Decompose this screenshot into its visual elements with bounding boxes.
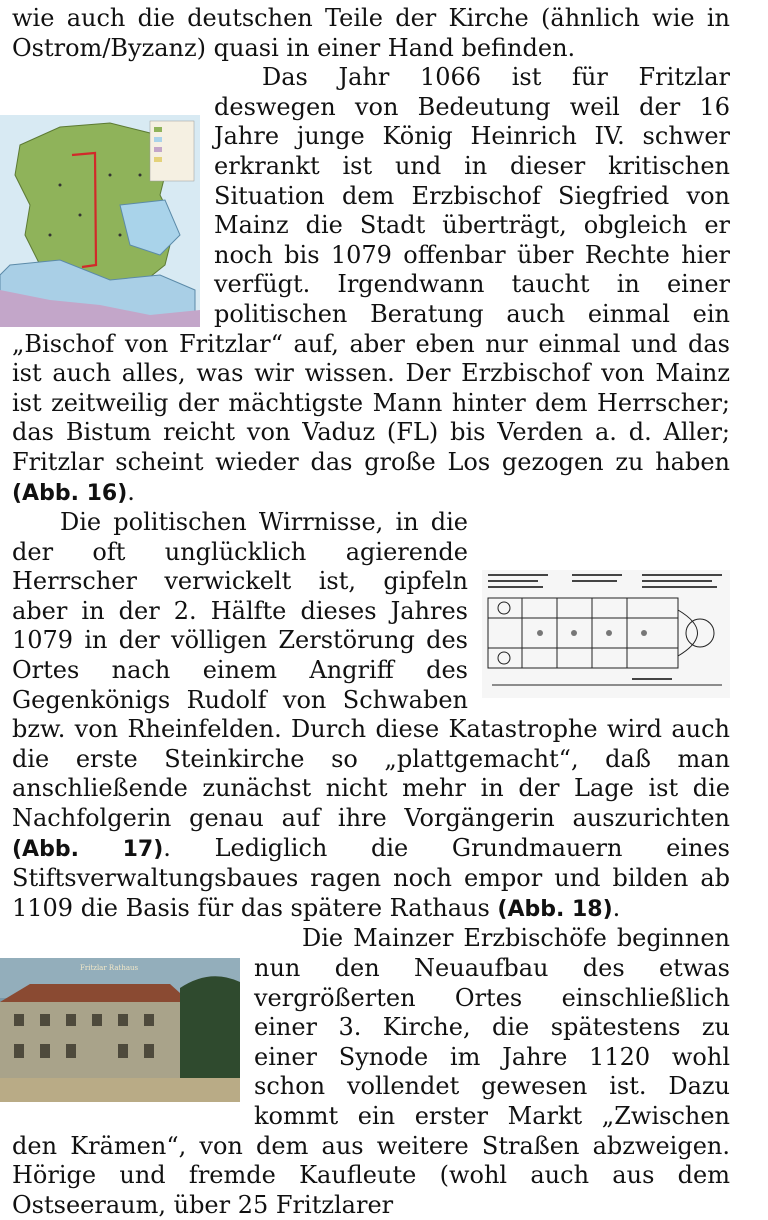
town-hall-photo-figure	[0, 958, 240, 1102]
paragraph-1	[12, 4, 730, 63]
town-hall-photo	[0, 958, 240, 1102]
paragraph-1-text: wie auch die deutschen Teile der Kirche (ähnlich wie in Ostrom/Byzanz) quasi in einer Hand befinden.	[12, 4, 730, 62]
paragraph-3-end: .	[612, 893, 621, 922]
paragraph-2-text: Das Jahr 1066 ist für Fritzlar deswegen von Bedeutung weil der 16 Jahre junge König Heinrich IV. schwer erkrankt ist und in dieser kritischen Situation dem Erzbischof Siegfried von Mainz die Stadt überträgt, obgleich er noch bis 1079 offenbar über Rechte hier verfügt. Irgendwann taucht in einer politischen Beratung auch einmal ein „Bischof von Fritzlar“ auf, aber eben nur einmal und das ist auch alles, was wir wissen. Der Erzbischof von Mainz ist zeitweilig der mächtigste Mann hinter dem Herrscher; das Bistum reicht von Vaduz (FL) bis Verden a. d. Aller; Fritzlar scheint wieder das große Los gezogen zu haben	[12, 63, 730, 476]
photo-caption: Fritzlar Rathaus	[80, 964, 139, 973]
figure-ref-16[interactable]: (Abb. 16)	[12, 480, 128, 506]
figure-ref-17[interactable]: (Abb. 17)	[12, 836, 164, 862]
document-page	[12, 4, 730, 1220]
map-figure	[0, 115, 200, 327]
paragraph-4	[12, 924, 730, 1220]
floor-plan-image	[482, 570, 730, 698]
paragraph-4-text: Die Mainzer Erzbischöfe beginnen nun den Neuaufbau des etwas vergrößerten Ortes einschließlich einer 3. Kirche, die spätestens zu einer Synode im Jahre 1120 wohl schon vollendet gewesen ist. Dazu kommt ein erster Markt „Zwischen den Krämen“, von dem aus weitere Straßen abzweigen. Hörige und fremde Kaufleute (wohl auch aus dem Ostseeraum, über 25 Fritzlarer	[12, 924, 730, 1219]
paragraph-3	[12, 508, 730, 924]
paragraph-2	[12, 63, 730, 508]
floor-plan-figure	[482, 570, 730, 698]
paragraph-3-continued: . Lediglich die Grundmauern eines Stiftsverwaltungsbaues ragen noch empor und bilden ab 1109 die Basis für das spätere Rathaus	[12, 833, 730, 922]
paragraph-2-end: .	[127, 477, 135, 506]
figure-ref-18[interactable]: (Abb. 18)	[497, 896, 613, 922]
paragraph-3-text: Die politischen Wirrnisse, in die der oft unglücklich agierende Herrscher verwickelt ist, gipfeln aber in der 2. Hälfte dieses Jahres 1079 in der völligen Zerstörung des Ortes nach einem Angriff des Gegenkönigs Rudolf von Schwaben bzw. von Rheinfelden. Durch diese Katastrophe wird auch die erste Steinkirche so „plattgemacht“, daß man anschließende zunächst nicht mehr in der Lage ist die Nachfolgerin genau auf ihre Vorgängerin auszurichten	[12, 508, 730, 833]
map-image	[0, 115, 200, 327]
